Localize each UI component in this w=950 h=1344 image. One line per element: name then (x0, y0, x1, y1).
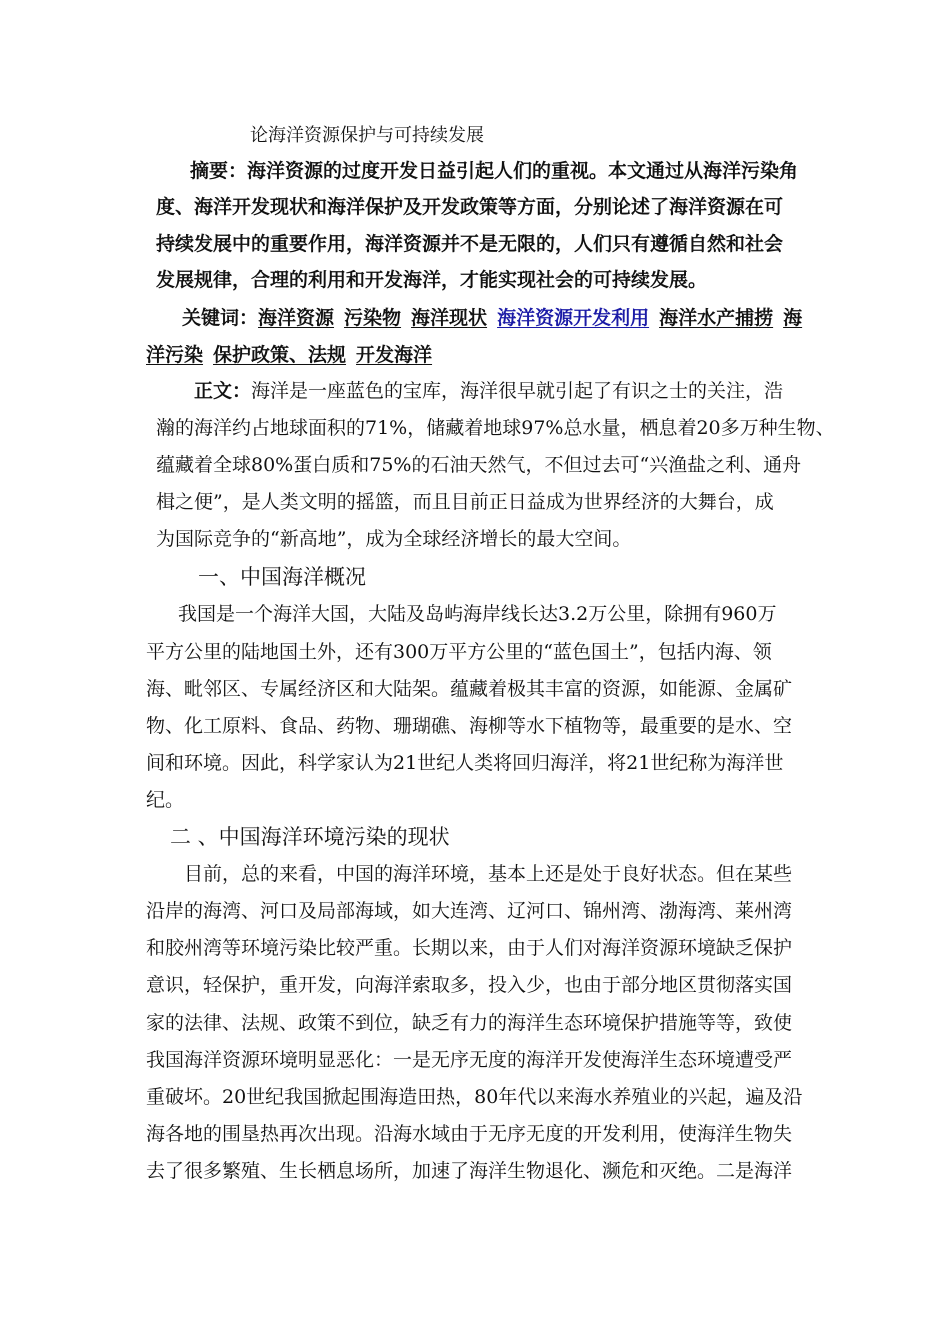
section-line: 间和环境。因此，科学家认为21世纪人类将回归海洋，将21世纪称为海洋世 (146, 752, 784, 774)
body-line: 为国际竞争的“新高地”，成为全球经济增长的最大空间。 (156, 528, 632, 550)
section-heading: 二 、中国海洋环境污染的现状 (170, 825, 450, 849)
abstract-line (190, 159, 798, 183)
keyword: 海洋资源 (258, 307, 335, 329)
section-line: 意识，轻保护，重开发，向海洋索取多，投入少，也由于部分地区贯彻落实国 (146, 974, 793, 996)
section-line: 和胶州湾等环境污染比较严重。长期以来，由于人们对海洋资源环境缺乏保护 (146, 937, 793, 959)
abstract-line: 发展规律，合理的利用和开发海洋，才能实现社会的可持续发展。 (156, 269, 708, 291)
keyword: 洋污染 (146, 344, 204, 366)
keyword: 开发海洋 (356, 344, 433, 366)
section-line: 目前，总的来看，中国的海洋环境，基本上还是处于良好状态。但在某些 (184, 863, 793, 885)
section-line: 海各地的围垦热再次出现。沿海水域由于无序无度的开发利用，使海洋生物失 (146, 1123, 793, 1145)
keywords-line (182, 306, 802, 330)
section-line: 纪。 (146, 789, 185, 811)
keywords-line (146, 343, 432, 367)
section-line: 平方公里的陆地国土外，还有300万平方公里的“蓝色国土”，包括内海、领 (146, 641, 772, 663)
body-line (194, 379, 783, 403)
section-line: 海、毗邻区、专属经济区和大陆架。蕴藏着极其丰富的资源，如能源、金属矿 (146, 678, 793, 700)
abstract-label: 摘要： (190, 160, 248, 182)
keyword: 污染物 (344, 307, 402, 329)
abstract-line: 持续发展中的重要作用，海洋资源并不是无限的，人们只有遵循自然和社会 (156, 233, 784, 255)
section-line: 重破坏。20世纪我国掀起围海造田热，80年代以来海水养殖业的兴起，遍及沿 (146, 1086, 803, 1108)
keyword: 海洋水产捕捞 (659, 307, 774, 329)
section-heading: 一、中国海洋概况 (198, 565, 366, 589)
abstract-line: 度、海洋开发现状和海洋保护及开发政策等方面，分别论述了海洋资源在可 (156, 196, 784, 218)
keyword: 海洋现状 (411, 307, 488, 329)
body-text: 海洋是一座蓝色的宝库，海洋很早就引起了有识之士的关注，浩 (251, 380, 784, 402)
section-line: 物、化工原料、食品、药物、珊瑚礁、海柳等水下植物等，最重要的是水、空 (146, 715, 793, 737)
keywords-label: 关键词： (182, 307, 259, 329)
keyword-link[interactable]: 海洋资源开发利用 (497, 307, 650, 329)
body-line: 楫之便”，是人类文明的摇篮，而且目前正日益成为世界经济的大舞台，成 (156, 491, 774, 513)
section-line: 去了很多繁殖、生长栖息场所，加速了海洋生物退化、濒危和灭绝。二是海洋 (146, 1160, 793, 1182)
body-line: 瀚的海洋约占地球面积的71%，储藏着地球97%总水量，栖息着20多万种生物、 (156, 417, 835, 439)
document-title: 论海洋资源保护与可持续发展 (250, 125, 484, 146)
section-line: 我国海洋资源环境明显恶化：一是无序无度的海洋开发使海洋生态环境遭受严 (146, 1049, 793, 1071)
body-line: 蕴藏着全球80%蛋白质和75%的石油天然气，不但过去可“兴渔盐之利、通舟 (156, 454, 802, 476)
abstract-text: 海洋资源的过度开发日益引起人们的重视。本文通过从海洋污染角 (247, 160, 799, 182)
keyword: 海 (783, 307, 803, 329)
body-label: 正文： (194, 380, 252, 402)
section-line: 家的法律、法规、政策不到位，缺乏有力的海洋生态环境保护措施等等，致使 (146, 1012, 793, 1034)
keyword: 保护政策、法规 (213, 344, 347, 366)
section-line: 我国是一个海洋大国，大陆及岛屿海岸线长达3.2万公里，除拥有960万 (178, 603, 777, 625)
section-line: 沿岸的海湾、河口及局部海域，如大连湾、辽河口、锦州湾、渤海湾、莱州湾 (146, 900, 793, 922)
